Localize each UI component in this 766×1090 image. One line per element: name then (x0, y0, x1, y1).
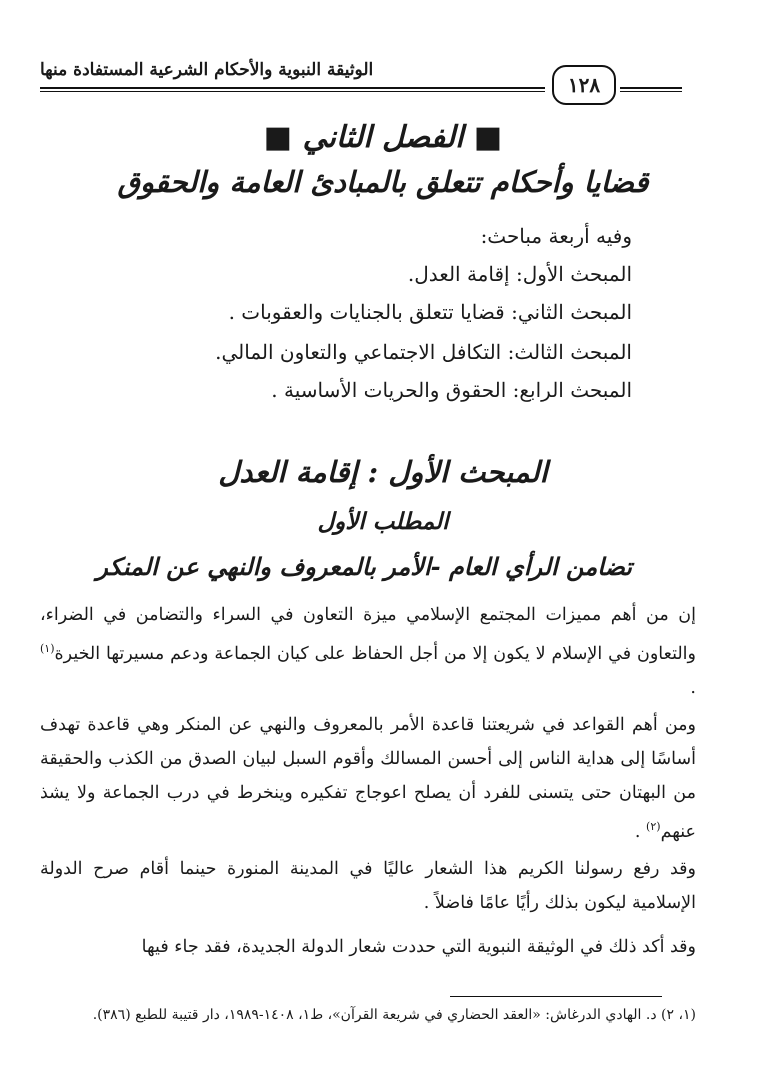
paragraph-end: . (634, 821, 647, 842)
header-rule-thin (40, 91, 545, 92)
header-rule-right (620, 87, 682, 89)
running-header-title: الوثيقة النبوية والأحكام الشرعية المستفادة منها (40, 60, 374, 80)
section-list-item: المبحث الأول: إقامة العدل. (407, 262, 632, 286)
section-list-item: المبحث الثالث: التكافل الاجتماعي والتعاون المالي. (215, 340, 632, 364)
section-heading: المبحث الأول : إقامة العدل (218, 455, 548, 489)
body-paragraph (40, 708, 696, 849)
chapter-subtitle: قضايا وأحكام تتعلق بالمبادئ العامة والحقوق (117, 165, 649, 199)
paragraph-text: ومن أهم القواعد في شريعتنا قاعدة الأمر بالمعروف والنهي عن المنكر وهي قاعدة تهدف أساسًا إلى هداية الناس إلى أحسن المسالك وأقوم السبل لبيان الصدق من الكذب والحقيقة من البهتان حتى يتسنى للفرد أن يصلح اعوجاج تفكيره وينخرط في درب الجماعة ولا يشذ عنهم (40, 715, 696, 842)
section-list-item: المبحث الرابع: الحقوق والحريات الأساسية . (271, 378, 632, 402)
page-number-text: ١٢٨ (567, 73, 601, 97)
header-rule (40, 87, 545, 89)
body-paragraph: وقد رفع رسولنا الكريم هذا الشعار عاليًا في المدينة المنورة حينما أقام صرح الدولة الإسلامية ليكون بذلك رأيًا عامًا فاضلاً . (40, 859, 696, 913)
subsection-heading: المطلب الأول (317, 508, 449, 535)
paragraph-end: . (690, 677, 696, 698)
chapter-intro: وفيه أربعة مباحث: (480, 224, 632, 248)
page-number (552, 65, 616, 105)
section-list-item: المبحث الثاني: قضايا تتعلق بالجنايات والعقوبات . (228, 300, 632, 324)
header-rule-right-thin (620, 91, 682, 92)
footnote: (١، ٢) د. الهادي الدرغاش: «العقد الحضاري في شريعة القرآن»، ط١، ١٤٠٨-١٩٨٩، دار قتيبة للطبع (٣٨٦). (92, 1007, 696, 1023)
paragraph-text: إن من أهم مميزات المجتمع الإسلامي ميزة التعاون في السراء والتضامن في الضراء، والتعاون في الإسلام لا يكون إلا من أجل الحفاظ على كيان الجماعة ودعم مسيرتها الخيرة (40, 605, 696, 664)
footnote-ref: (١) (40, 642, 55, 655)
body-paragraph (40, 598, 696, 705)
footnote-separator (450, 996, 662, 997)
chapter-title: ■ الفصل الثاني ■ (263, 120, 503, 155)
topic-heading: تضامن الرأي العام -الأمر بالمعروف والنهي عن المنكر (96, 552, 632, 581)
body-paragraph: وقد أكد ذلك في الوثيقة النبوية التي حددت شعار الدولة الجديدة، فقد جاء فيها (141, 937, 696, 957)
footnote-ref: (٢) (646, 820, 661, 833)
